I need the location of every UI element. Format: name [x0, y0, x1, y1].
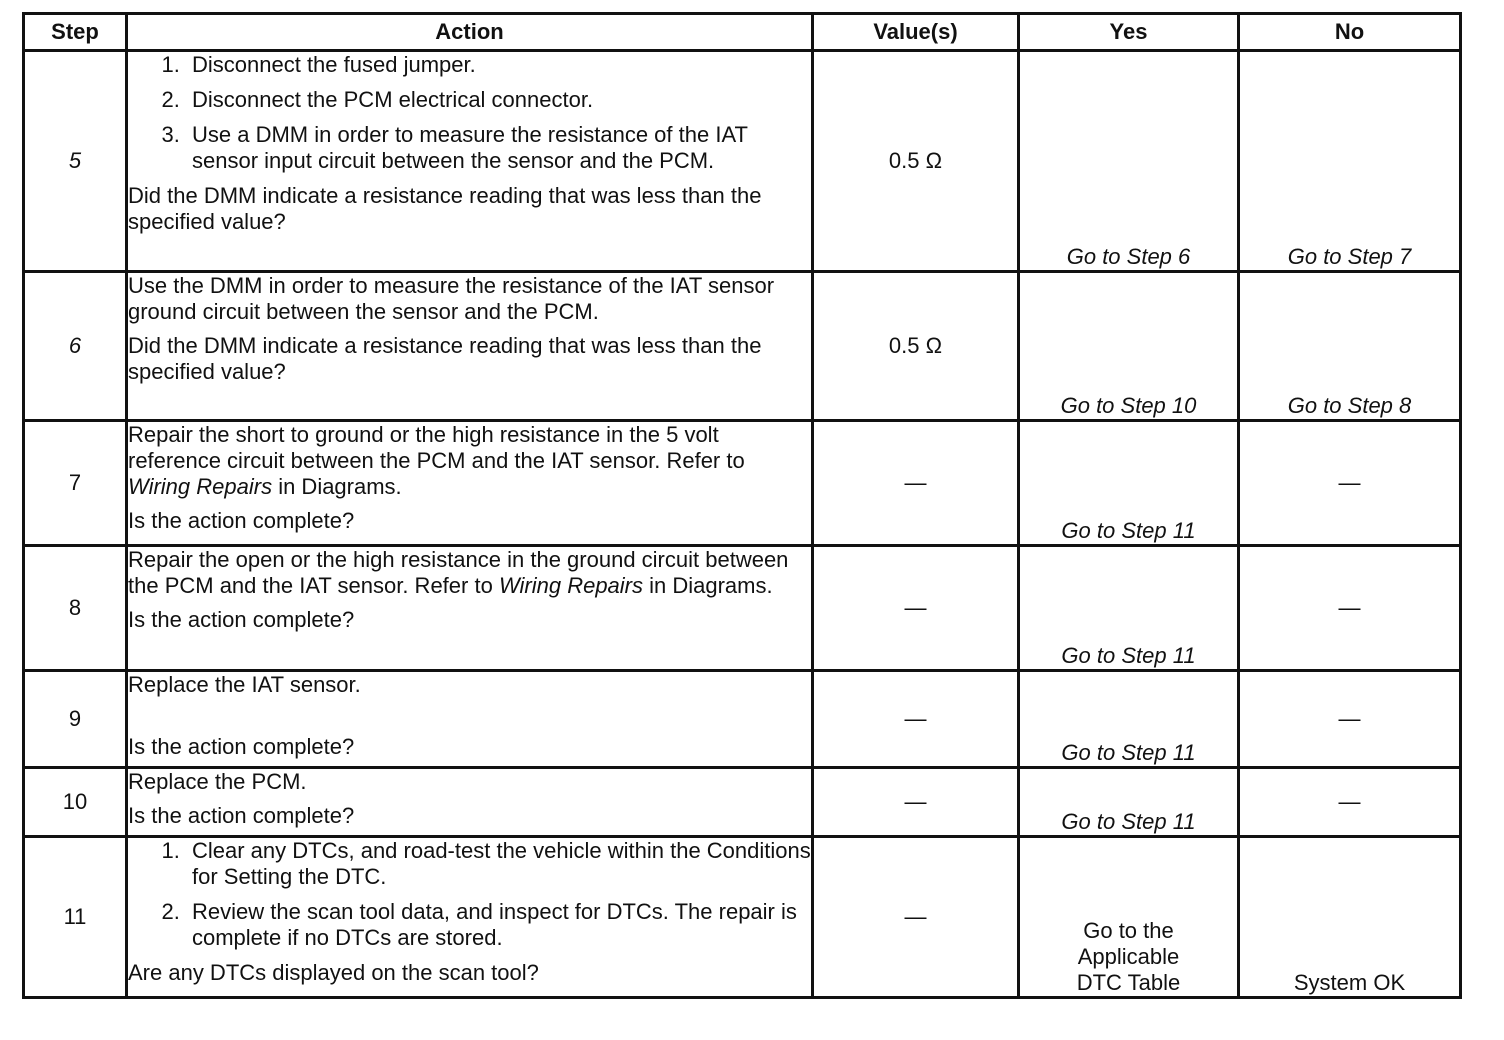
step-number: 6	[24, 272, 127, 421]
yes-goto: Go to Step 11	[1061, 643, 1196, 668]
table-row-step-11	[24, 837, 1461, 998]
step-number: 10	[24, 768, 127, 837]
action-cell	[127, 671, 813, 768]
action-cell	[127, 546, 813, 671]
action-cell	[127, 768, 813, 837]
yes-text: Go to the Applicable DTC Table	[1076, 918, 1181, 995]
no-cell: —	[1239, 421, 1461, 546]
no-cell	[1239, 837, 1461, 998]
action-item: 2. Disconnect the PCM electrical connector.	[186, 87, 811, 113]
action-item: 2. Review the scan tool data, and inspect for DTCs. The repair is complete if no DTCs are stored.	[186, 899, 811, 951]
yes-goto: Go to Step 6	[1066, 244, 1191, 269]
diagnostic-table	[22, 12, 1462, 999]
action-cell	[127, 421, 813, 546]
action-item: 3. Use a DMM in order to measure the resistance of the IAT sensor input circuit between the sensor and the PCM.	[186, 122, 811, 174]
value-cell: —	[813, 671, 1019, 768]
action-text: Replace the PCM.	[128, 769, 307, 794]
table-row-step-8	[24, 546, 1461, 671]
no-cell: —	[1239, 546, 1461, 671]
action-text: Use the DMM in order to measure the resistance of the IAT sensor ground circuit between the sensor and the PCM.	[128, 273, 775, 324]
value-cell: —	[813, 768, 1019, 837]
step-number: 11	[24, 837, 127, 998]
no-goto: Go to Step 7	[1287, 244, 1412, 269]
value-cell: 0.5 Ω	[813, 51, 1019, 272]
action-text	[128, 422, 811, 500]
action-text-before: Repair the open or the high resistance in the ground circuit between the PCM and the IAT sensor. Refer to	[128, 547, 789, 598]
no-cell	[1239, 272, 1461, 421]
action-text	[128, 547, 811, 599]
header-yes: Yes	[1019, 14, 1239, 51]
value-cell: 0.5 Ω	[813, 272, 1019, 421]
action-cell	[127, 272, 813, 421]
action-list	[128, 838, 811, 951]
step-number: 7	[24, 421, 127, 546]
header-row	[24, 14, 1461, 51]
yes-goto: Go to Step 10	[1060, 393, 1197, 418]
action-text-after: in Diagrams.	[272, 474, 402, 499]
value-cell: —	[813, 546, 1019, 671]
value-cell: —	[813, 421, 1019, 546]
action-item: 1. Clear any DTCs, and road-test the vehicle within the Conditions for Setting the DTC.	[186, 838, 811, 890]
action-question: Is the action complete?	[128, 607, 355, 632]
no-goto: Go to Step 8	[1287, 393, 1412, 418]
step-number: 8	[24, 546, 127, 671]
action-cell	[127, 51, 813, 272]
action-text-after: in Diagrams.	[643, 573, 773, 598]
wiring-repairs-reference: Wiring Repairs	[498, 573, 644, 598]
table-row-step-6	[24, 272, 1461, 421]
no-cell: —	[1239, 768, 1461, 837]
no-text: System OK	[1293, 970, 1406, 995]
action-list	[128, 52, 811, 174]
header-values: Value(s)	[813, 14, 1019, 51]
yes-goto: Go to Step 11	[1061, 809, 1196, 834]
action-text: Replace the IAT sensor.	[128, 672, 361, 697]
action-cell	[127, 837, 813, 998]
header-action: Action	[127, 14, 813, 51]
header-no: No	[1239, 14, 1461, 51]
table-row-step-5	[24, 51, 1461, 272]
table-row-step-7	[24, 421, 1461, 546]
no-cell: —	[1239, 671, 1461, 768]
header-step: Step	[24, 14, 127, 51]
action-text-before: Repair the short to ground or the high resistance in the 5 volt reference circuit between the PCM and the IAT sensor. Refer to	[128, 422, 745, 473]
table-row-step-9	[24, 671, 1461, 768]
yes-cell	[1019, 768, 1239, 837]
yes-cell	[1019, 272, 1239, 421]
action-item: 1. Disconnect the fused jumper.	[186, 52, 811, 78]
step-number: 9	[24, 671, 127, 768]
step-number: 5	[24, 51, 127, 272]
action-question: Is the action complete?	[128, 734, 355, 759]
action-question: Is the action complete?	[128, 508, 355, 533]
action-question: Did the DMM indicate a resistance reading that was less than the specified value?	[128, 183, 762, 234]
no-cell	[1239, 51, 1461, 272]
action-question: Is the action complete?	[128, 803, 355, 828]
action-question: Did the DMM indicate a resistance reading that was less than the specified value?	[128, 333, 762, 384]
yes-cell	[1019, 51, 1239, 272]
yes-cell	[1019, 671, 1239, 768]
action-question: Are any DTCs displayed on the scan tool?	[128, 960, 539, 985]
value-cell: —	[813, 837, 1019, 998]
yes-cell	[1019, 837, 1239, 998]
table-row-step-10	[24, 768, 1461, 837]
wiring-repairs-reference: Wiring Repairs	[128, 474, 273, 499]
yes-goto: Go to Step 11	[1061, 740, 1196, 765]
yes-goto: Go to Step 11	[1061, 518, 1196, 543]
yes-cell	[1019, 421, 1239, 546]
yes-cell	[1019, 546, 1239, 671]
